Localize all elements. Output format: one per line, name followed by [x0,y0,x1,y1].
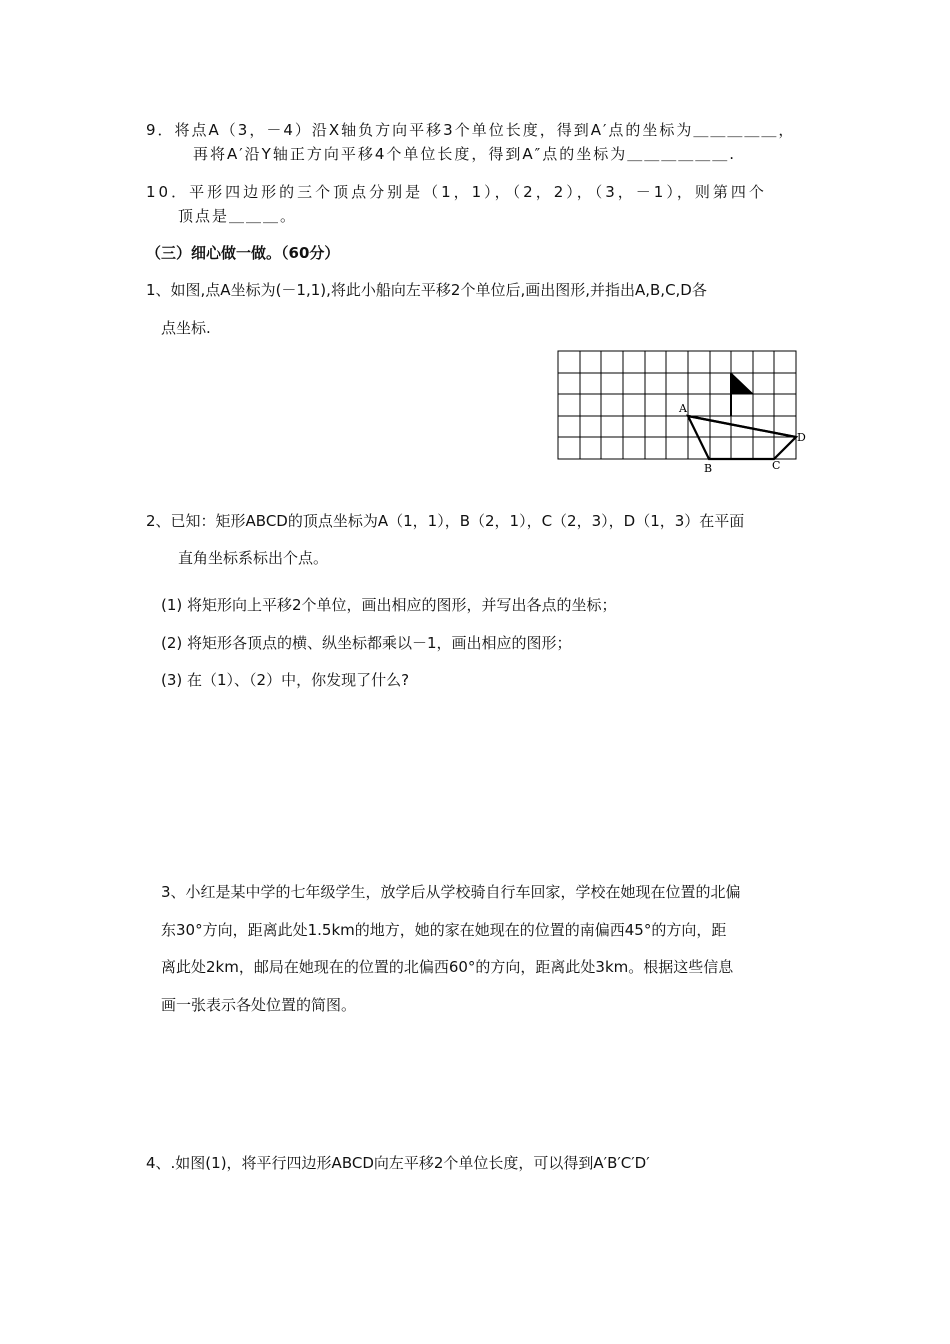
label-a: A [679,402,687,415]
boat-grid-figure [550,345,815,480]
p4-line1: 4、.如图(1)，将平行四边形ABCD向左平移2个单位长度，可以得到A′B′C′D′ [146,1154,650,1172]
q10-line2: 顶点是＿＿＿。 [178,207,298,225]
p3-line2: 东30°方向，距离此处1.5km的地方，她的家在她现在的位置的南偏西45°的方向，距 [161,921,727,939]
p1-line1: 1、如图,点A坐标为(－1,1),将此小船向左平移2个单位后,画出图形,并指出A,B,C,D各 [146,281,707,299]
p2-sub2: (2) 将矩形各顶点的横、纵坐标都乘以－1，画出相应的图形； [161,634,572,652]
flag [731,373,753,394]
grid [558,351,796,459]
p2-line2: 直角坐标系标出个点。 [178,549,329,567]
label-b: B [704,462,713,475]
p3-line3: 离此处2km，邮局在她现在的位置的北偏西60°的方向，距离此处3km。根据这些信息 [161,958,734,976]
q10-line1: 10．平形四边形的三个顶点分别是（1，1），（2，2），（3，－1），则第四个 [146,183,767,201]
section-heading: （三）细心做一做。（60分） [146,244,340,262]
p2-line1: 2、已知：矩形ABCD的顶点坐标为A（1，1），B（2，1），C（2，3），D（1，3）在平面 [146,512,745,530]
q9-line2: 再将A′沿Y轴正方向平移4个单位长度，得到A″点的坐标为＿＿＿＿＿＿. [193,145,737,163]
p3-line4: 画一张表示各处位置的简图。 [161,996,357,1014]
p2-sub3: (3) 在（1）、（2）中，你发现了什么? [161,671,410,689]
q9-line1: 9．将点A（3，－4）沿X轴负方向平移3个单位长度，得到A′点的坐标为＿＿＿＿＿， [146,121,796,139]
label-d: D [797,431,806,444]
p3-line1: 3、小红是某中学的七年级学生，放学后从学校骑自行车回家，学校在她现在位置的北偏 [161,883,741,901]
p1-line2: 点坐标. [161,319,211,337]
label-c: C [772,459,781,472]
p2-sub1: (1) 将矩形向上平移2个单位，画出相应的图形，并写出各点的坐标； [161,596,617,614]
